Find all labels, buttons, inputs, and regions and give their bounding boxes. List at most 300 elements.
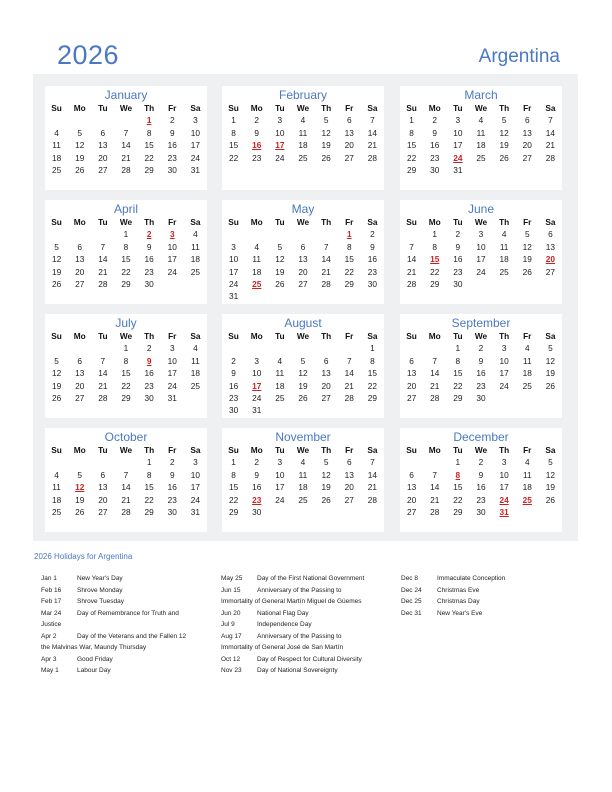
day: 27 bbox=[522, 152, 532, 163]
weekday-header: Sa bbox=[367, 103, 378, 113]
day: 5 bbox=[323, 457, 329, 468]
month-august bbox=[222, 314, 384, 418]
day: 10 bbox=[476, 241, 486, 252]
day: 10 bbox=[190, 127, 201, 138]
day: 5 bbox=[77, 127, 83, 138]
month-may bbox=[222, 200, 384, 304]
day: 27 bbox=[344, 152, 354, 163]
day: 28 bbox=[367, 494, 378, 505]
day: 15 bbox=[121, 368, 131, 379]
day: 18 bbox=[499, 254, 509, 265]
weekday-header: Fr bbox=[168, 445, 177, 455]
day: 6 bbox=[100, 469, 106, 480]
holiday-name: Day of Remembrance for Truth and bbox=[77, 609, 179, 617]
day: 13 bbox=[522, 127, 532, 138]
weekday-header: Mo bbox=[250, 445, 263, 455]
holiday-day: 1 bbox=[146, 115, 152, 126]
weekday-header: Mo bbox=[428, 445, 441, 455]
day: 3 bbox=[501, 457, 507, 468]
day: 22 bbox=[144, 494, 154, 505]
day: 11 bbox=[476, 127, 486, 138]
day: 22 bbox=[344, 266, 354, 277]
day: 16 bbox=[167, 482, 177, 493]
holiday-entry bbox=[401, 585, 571, 597]
day: 16 bbox=[367, 254, 378, 265]
month-name: October bbox=[104, 430, 148, 444]
weekday-header: Th bbox=[499, 445, 510, 455]
day: 7 bbox=[123, 469, 129, 480]
day: 5 bbox=[300, 355, 306, 366]
day: 2 bbox=[478, 343, 484, 354]
day: 21 bbox=[545, 140, 556, 151]
holiday-entry bbox=[41, 573, 216, 585]
day: 19 bbox=[321, 140, 331, 151]
day: 25 bbox=[499, 266, 509, 277]
day: 29 bbox=[121, 392, 131, 403]
day: 14 bbox=[344, 368, 354, 379]
day: 2 bbox=[254, 115, 260, 126]
day: 10 bbox=[275, 127, 285, 138]
holiday-entry bbox=[221, 665, 396, 677]
empty-cell bbox=[114, 114, 137, 126]
weekday-header: Tu bbox=[453, 445, 463, 455]
month-october bbox=[45, 428, 207, 532]
day: 14 bbox=[367, 127, 378, 138]
day: 21 bbox=[367, 140, 378, 151]
day: 23 bbox=[367, 266, 378, 277]
day: 7 bbox=[409, 241, 414, 252]
day: 29 bbox=[453, 506, 463, 517]
day: 18 bbox=[190, 368, 201, 379]
empty-cell bbox=[400, 342, 423, 354]
empty-cell bbox=[45, 456, 68, 468]
weekday-header: Th bbox=[321, 331, 332, 341]
day: 30 bbox=[167, 164, 177, 175]
day: 5 bbox=[501, 115, 507, 126]
day: 25 bbox=[190, 380, 201, 391]
day: 22 bbox=[228, 152, 239, 163]
holiday-entry bbox=[401, 573, 571, 585]
day: 7 bbox=[346, 355, 352, 366]
day: 30 bbox=[453, 278, 463, 289]
day: 7 bbox=[323, 241, 329, 252]
holiday-date: Apr 3 bbox=[41, 655, 57, 663]
day: 20 bbox=[406, 494, 417, 505]
day: 9 bbox=[231, 368, 236, 379]
month-june bbox=[400, 200, 562, 304]
day: 28 bbox=[344, 392, 354, 403]
weekday-header: Th bbox=[499, 331, 510, 341]
day: 25 bbox=[51, 164, 62, 175]
weekday-header: Sa bbox=[367, 331, 378, 341]
holiday-name: Christmas Day bbox=[437, 598, 480, 605]
day: 14 bbox=[367, 469, 378, 480]
day: 15 bbox=[144, 482, 154, 493]
day: 10 bbox=[275, 469, 285, 480]
day: 28 bbox=[98, 278, 108, 289]
day: 11 bbox=[52, 140, 61, 151]
day: 19 bbox=[275, 266, 285, 277]
day: 6 bbox=[323, 355, 329, 366]
month-name: August bbox=[284, 316, 322, 330]
holiday-day: 9 bbox=[146, 355, 152, 366]
empty-cell bbox=[268, 342, 291, 354]
holiday-day: 20 bbox=[545, 254, 556, 265]
day: 5 bbox=[54, 355, 59, 366]
day: 30 bbox=[367, 278, 378, 289]
day: 12 bbox=[275, 254, 285, 265]
weekday-header: Su bbox=[51, 103, 62, 113]
day: 13 bbox=[298, 254, 308, 265]
day: 30 bbox=[144, 278, 154, 289]
day: 1 bbox=[370, 343, 375, 354]
day: 31 bbox=[190, 506, 201, 517]
empty-cell bbox=[400, 456, 423, 468]
holiday-entry bbox=[41, 665, 216, 677]
weekday-header: We bbox=[474, 103, 488, 113]
holiday-name: Day of the Veterans and the Fallen 12 bbox=[77, 632, 187, 640]
weekday-header: Tu bbox=[98, 217, 108, 227]
weekday-header: Fr bbox=[168, 103, 177, 113]
day-grid bbox=[222, 102, 384, 164]
day: 25 bbox=[275, 392, 285, 403]
weekday-header: Mo bbox=[250, 103, 263, 113]
day: 20 bbox=[321, 380, 331, 391]
day: 13 bbox=[75, 254, 85, 265]
day: 5 bbox=[77, 469, 83, 480]
day: 14 bbox=[121, 140, 131, 151]
day: 16 bbox=[228, 380, 239, 391]
day: 3 bbox=[193, 457, 198, 468]
day: 20 bbox=[344, 140, 354, 151]
day: 6 bbox=[77, 241, 83, 252]
holiday-date: Dec 25 bbox=[401, 598, 422, 605]
day: 8 bbox=[346, 241, 352, 252]
day: 16 bbox=[453, 254, 463, 265]
holiday-entry bbox=[221, 608, 396, 620]
day: 7 bbox=[370, 457, 375, 468]
holiday-name: New Year's Eve bbox=[437, 609, 483, 617]
weekday-header: Sa bbox=[367, 445, 378, 455]
holiday-entry bbox=[221, 654, 396, 666]
day: 18 bbox=[298, 140, 308, 151]
day: 7 bbox=[100, 355, 106, 366]
holiday-date: Mar 24 bbox=[41, 609, 62, 617]
weekday-header: Fr bbox=[523, 103, 532, 113]
weekday-header: Mo bbox=[73, 217, 86, 227]
holiday-name: Good Friday bbox=[77, 655, 113, 663]
day: 9 bbox=[169, 469, 175, 480]
day: 7 bbox=[370, 115, 375, 126]
day: 11 bbox=[191, 241, 200, 252]
month-name: March bbox=[464, 88, 498, 102]
weekday-header: Fr bbox=[168, 217, 177, 227]
day: 30 bbox=[252, 506, 262, 517]
day: 9 bbox=[254, 127, 260, 138]
day: 15 bbox=[228, 482, 239, 493]
day: 4 bbox=[501, 229, 507, 240]
holiday-day: 17 bbox=[252, 380, 262, 391]
day: 14 bbox=[98, 368, 108, 379]
holiday-date: May 1 bbox=[41, 667, 59, 674]
day: 28 bbox=[545, 152, 556, 163]
weekday-header: Tu bbox=[98, 445, 108, 455]
day: 7 bbox=[548, 115, 553, 126]
day: 28 bbox=[430, 392, 440, 403]
day: 6 bbox=[548, 229, 553, 240]
day: 4 bbox=[254, 241, 260, 252]
weekday-header: Su bbox=[406, 445, 417, 455]
day: 21 bbox=[121, 494, 131, 505]
day: 19 bbox=[545, 482, 556, 493]
holiday-day: 24 bbox=[499, 494, 509, 505]
day: 14 bbox=[430, 368, 440, 379]
day: 10 bbox=[499, 469, 509, 480]
month-name: February bbox=[278, 88, 328, 102]
day: 24 bbox=[190, 494, 201, 505]
day: 13 bbox=[406, 368, 417, 379]
day: 26 bbox=[75, 506, 85, 517]
day: 15 bbox=[344, 254, 354, 265]
weekday-header: We bbox=[474, 445, 488, 455]
day: 12 bbox=[522, 241, 532, 252]
day-grid bbox=[45, 444, 207, 518]
day: 20 bbox=[75, 380, 85, 391]
day: 25 bbox=[476, 152, 486, 163]
day: 18 bbox=[476, 140, 486, 151]
month-september bbox=[400, 314, 562, 418]
holiday-day: 15 bbox=[430, 254, 440, 265]
day: 25 bbox=[190, 266, 201, 277]
day: 2 bbox=[370, 229, 375, 240]
weekday-header: Su bbox=[228, 103, 239, 113]
day: 23 bbox=[476, 380, 486, 391]
empty-cell bbox=[400, 228, 423, 240]
day: 26 bbox=[321, 494, 331, 505]
day: 17 bbox=[228, 266, 239, 277]
day-grid bbox=[45, 102, 207, 176]
day: 22 bbox=[453, 494, 463, 505]
day: 4 bbox=[54, 127, 59, 138]
holiday-date: Dec 24 bbox=[401, 586, 422, 594]
day: 1 bbox=[123, 229, 129, 240]
weekday-header: Fr bbox=[523, 331, 532, 341]
empty-cell bbox=[68, 456, 91, 468]
empty-cell bbox=[91, 456, 114, 468]
weekday-header: We bbox=[296, 331, 310, 341]
holiday-date: Apr 2 bbox=[41, 632, 57, 640]
day: 14 bbox=[321, 254, 331, 265]
day: 8 bbox=[123, 355, 129, 366]
holiday-name: Labour Day bbox=[77, 667, 111, 674]
weekday-header: Tu bbox=[453, 331, 463, 341]
day: 23 bbox=[228, 392, 239, 403]
empty-cell bbox=[245, 228, 268, 240]
weekday-header: Th bbox=[499, 217, 510, 227]
weekday-header: Su bbox=[228, 445, 239, 455]
holiday-day: 23 bbox=[252, 494, 262, 505]
day: 16 bbox=[476, 368, 486, 379]
day: 16 bbox=[430, 140, 440, 151]
day: 1 bbox=[409, 115, 414, 126]
day: 17 bbox=[453, 140, 463, 151]
day: 4 bbox=[54, 469, 59, 480]
day: 1 bbox=[231, 115, 236, 126]
holiday-name: Day of National Sovereignty bbox=[257, 667, 338, 674]
day: 22 bbox=[453, 380, 463, 391]
weekday-header: Su bbox=[228, 217, 239, 227]
empty-cell bbox=[315, 228, 338, 240]
day: 22 bbox=[144, 152, 154, 163]
day: 27 bbox=[75, 278, 85, 289]
empty-cell bbox=[114, 456, 137, 468]
weekday-header: Fr bbox=[345, 217, 354, 227]
day: 10 bbox=[228, 254, 239, 265]
day: 16 bbox=[252, 482, 262, 493]
day: 10 bbox=[252, 368, 262, 379]
day: 15 bbox=[453, 368, 463, 379]
day: 11 bbox=[275, 368, 285, 379]
weekday-header: Su bbox=[51, 217, 62, 227]
holiday-day: 31 bbox=[499, 506, 509, 517]
day: 3 bbox=[169, 343, 175, 354]
day: 20 bbox=[406, 380, 417, 391]
day: 3 bbox=[277, 115, 283, 126]
weekday-header: Sa bbox=[545, 217, 556, 227]
weekday-header: Tu bbox=[453, 103, 463, 113]
day: 30 bbox=[476, 506, 486, 517]
holiday-name: New Year's Day bbox=[77, 575, 123, 582]
day: 26 bbox=[51, 278, 62, 289]
day: 13 bbox=[545, 241, 556, 252]
country-name: Argentina bbox=[478, 46, 560, 67]
day: 13 bbox=[321, 368, 331, 379]
day: 5 bbox=[548, 457, 553, 468]
day: 7 bbox=[432, 355, 438, 366]
day: 27 bbox=[98, 164, 108, 175]
holiday-date: Feb 16 bbox=[41, 586, 62, 594]
holiday-entry bbox=[41, 631, 216, 643]
day: 15 bbox=[144, 140, 154, 151]
day: 4 bbox=[524, 343, 530, 354]
day: 19 bbox=[522, 254, 532, 265]
holiday-day: 8 bbox=[455, 469, 461, 480]
day-grid bbox=[400, 102, 562, 176]
day: 8 bbox=[409, 127, 414, 138]
month-july bbox=[45, 314, 207, 418]
day: 16 bbox=[167, 140, 177, 151]
day: 29 bbox=[144, 164, 154, 175]
day: 29 bbox=[367, 392, 378, 403]
day: 1 bbox=[455, 343, 461, 354]
day: 18 bbox=[522, 368, 532, 379]
empty-cell bbox=[68, 114, 91, 126]
weekday-header: Sa bbox=[367, 217, 378, 227]
day: 17 bbox=[167, 254, 177, 265]
day: 2 bbox=[455, 229, 461, 240]
day: 23 bbox=[167, 494, 177, 505]
day: 28 bbox=[121, 506, 131, 517]
day: 17 bbox=[275, 482, 285, 493]
day: 21 bbox=[367, 482, 378, 493]
day: 12 bbox=[321, 127, 331, 138]
weekday-header: Th bbox=[499, 103, 510, 113]
day: 4 bbox=[277, 355, 283, 366]
holiday-date: Jul 9 bbox=[221, 621, 235, 628]
weekday-header: Tu bbox=[275, 217, 285, 227]
weekday-header: Mo bbox=[428, 217, 441, 227]
day-grid bbox=[222, 216, 384, 303]
day: 9 bbox=[455, 241, 461, 252]
day: 28 bbox=[98, 392, 108, 403]
day: 28 bbox=[430, 506, 440, 517]
holiday-date: Jun 15 bbox=[221, 586, 241, 594]
day: 29 bbox=[406, 164, 417, 175]
day: 13 bbox=[98, 140, 108, 151]
day: 21 bbox=[98, 380, 108, 391]
day: 20 bbox=[75, 266, 85, 277]
weekday-header: Sa bbox=[190, 217, 201, 227]
day: 20 bbox=[98, 494, 108, 505]
day: 27 bbox=[98, 506, 108, 517]
day: 24 bbox=[167, 266, 177, 277]
day: 24 bbox=[275, 152, 285, 163]
day: 3 bbox=[231, 241, 236, 252]
day: 25 bbox=[298, 152, 308, 163]
day: 12 bbox=[298, 368, 308, 379]
day: 12 bbox=[321, 469, 331, 480]
weekday-header: Sa bbox=[545, 445, 556, 455]
day: 27 bbox=[344, 494, 354, 505]
day: 19 bbox=[51, 380, 62, 391]
holiday-entry bbox=[401, 608, 571, 620]
weekday-header: Mo bbox=[250, 331, 263, 341]
day: 26 bbox=[51, 392, 62, 403]
holiday-date: Jan 1 bbox=[41, 575, 57, 582]
day: 24 bbox=[275, 494, 285, 505]
day: 17 bbox=[190, 482, 201, 493]
weekday-header: Tu bbox=[275, 331, 285, 341]
day-grid bbox=[45, 330, 207, 404]
holiday-date: Dec 31 bbox=[401, 609, 422, 617]
day: 17 bbox=[499, 482, 509, 493]
empty-cell bbox=[291, 228, 314, 240]
day: 6 bbox=[77, 355, 83, 366]
day: 15 bbox=[121, 254, 131, 265]
weekday-header: Fr bbox=[168, 331, 177, 341]
day: 24 bbox=[476, 266, 486, 277]
day: 8 bbox=[231, 127, 236, 138]
weekday-header: Fr bbox=[345, 103, 354, 113]
day: 10 bbox=[499, 355, 509, 366]
day: 30 bbox=[430, 164, 440, 175]
day: 1 bbox=[123, 343, 129, 354]
holiday-day: 24 bbox=[453, 152, 463, 163]
day: 21 bbox=[430, 494, 440, 505]
empty-cell bbox=[245, 342, 268, 354]
day: 29 bbox=[453, 392, 463, 403]
day: 14 bbox=[406, 254, 417, 265]
day: 12 bbox=[545, 469, 556, 480]
day: 25 bbox=[298, 494, 308, 505]
holiday-column bbox=[41, 573, 216, 677]
day: 22 bbox=[121, 380, 131, 391]
day: 11 bbox=[522, 469, 532, 480]
weekday-header: Tu bbox=[98, 331, 108, 341]
day: 8 bbox=[370, 355, 375, 366]
weekday-header: Tu bbox=[453, 217, 463, 227]
day-grid bbox=[400, 216, 562, 290]
